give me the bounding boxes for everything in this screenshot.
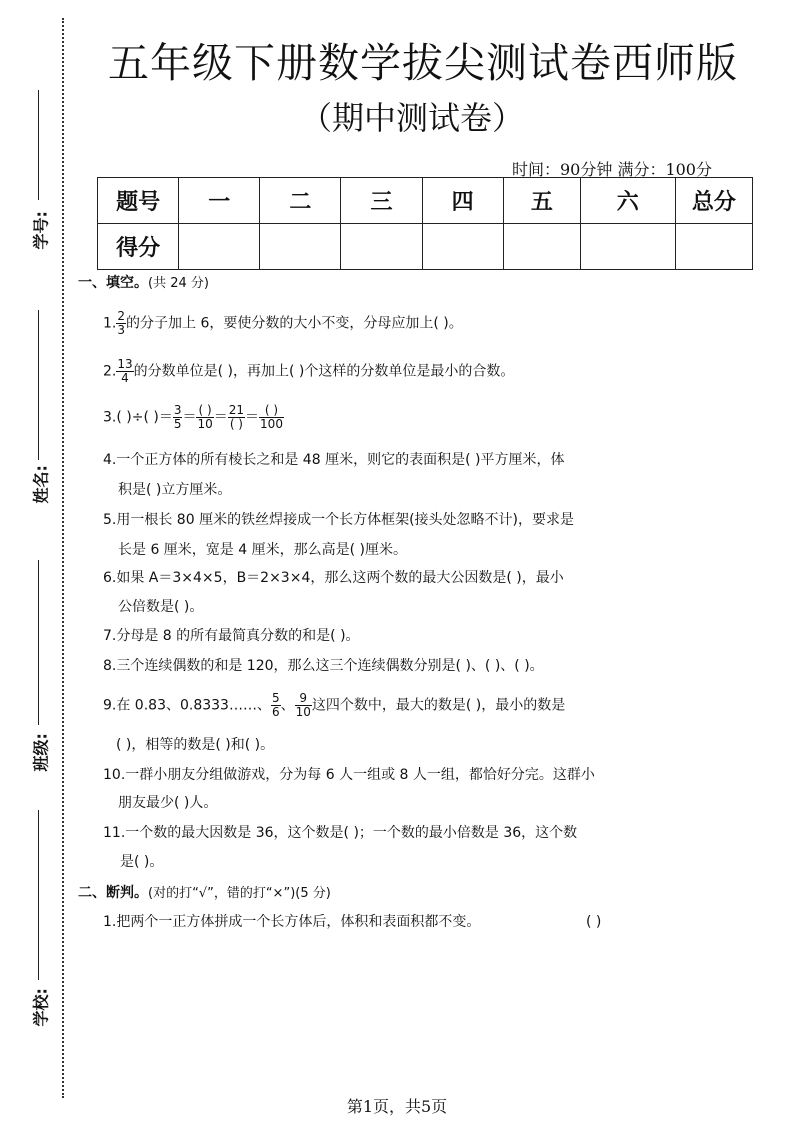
score-table-score-row	[98, 224, 753, 270]
q2-fraction	[116, 358, 133, 385]
frac-denominator: ( )	[229, 417, 243, 431]
binding-margin-line	[62, 18, 64, 1098]
class-field	[20, 560, 60, 780]
judge-question-1: 1.把两个一正方体拼成一个长方体后，体积和表面积都不变。	[103, 914, 481, 930]
equals-sign: ＝	[213, 409, 228, 426]
question-11-line1: 11.一个数的最大因数是 36，这个数是( )；一个数的最小倍数是 36，这个数	[103, 825, 578, 841]
section2-note: (对的打“√”，错的打“×”)(5 分)	[148, 886, 331, 901]
score-cell: 三	[341, 178, 422, 224]
q3-fraction-b	[196, 404, 213, 431]
class-label: 班级:	[31, 733, 51, 772]
score-cell: 总分	[675, 178, 752, 224]
score-table	[97, 177, 753, 270]
frac-denominator: 100	[260, 417, 283, 431]
section2-title: 二、断判。	[78, 885, 148, 901]
question-2	[103, 358, 514, 385]
q1-text: 的分子加上 6，要使分数的大小不变，分母应加上( )。	[126, 315, 463, 332]
score-cell: 六	[580, 178, 675, 224]
score-blank-cell[interactable]	[503, 224, 580, 270]
name-line	[38, 310, 39, 460]
score-blank-cell[interactable]	[179, 224, 260, 270]
frac-denominator: 10	[295, 705, 311, 719]
frac-denominator: 5	[173, 417, 182, 431]
exam-subtitle: （期中测试卷）	[300, 99, 525, 137]
q2-number: 2.	[103, 363, 117, 380]
section1-heading	[78, 272, 209, 292]
question-5-line2: 长是 6 厘米，宽是 4 厘米，那么高是( )厘米。	[118, 542, 407, 558]
frac-numerator: 3	[173, 403, 182, 417]
section1-note: (共 24 分)	[148, 276, 209, 291]
student-id-label: 学号:	[31, 211, 51, 250]
class-line	[38, 560, 39, 725]
exam-title: 五年级下册数学拔尖测试卷西师版	[108, 39, 738, 87]
score-blank-cell[interactable]	[580, 224, 675, 270]
score-blank-cell[interactable]	[260, 224, 341, 270]
school-field	[20, 810, 60, 1030]
question-6-line2: 公倍数是( )。	[118, 599, 204, 615]
q9-separator: 、	[280, 697, 295, 714]
q9-fraction-a	[271, 692, 281, 719]
question-9-line1	[103, 692, 565, 719]
question-1	[103, 310, 463, 337]
score-cell: 题号	[98, 178, 179, 224]
q3-fraction-d	[259, 404, 284, 431]
score-table-header-row	[98, 178, 753, 224]
frac-numerator: ( )	[259, 404, 284, 418]
question-5-line1: 5.用一根长 80 厘米的铁丝焊接成一个长方体框架(接头处忽略不计)，要求是	[103, 512, 574, 528]
name-label: 姓名:	[31, 465, 51, 504]
question-10-line2: 朋友最少( )人。	[118, 795, 218, 811]
section1-title: 一、填空。	[78, 275, 148, 291]
question-11-line2: 是( )。	[120, 854, 164, 870]
frac-denominator: 6	[271, 705, 280, 719]
score-blank-cell[interactable]	[675, 224, 752, 270]
score-blank-cell[interactable]	[422, 224, 503, 270]
score-cell: 四	[422, 178, 503, 224]
question-6-line1: 6.如果 A＝3×4×5，B＝2×3×4，那么这两个数的最大公因数是( )，最小	[103, 570, 564, 586]
page-footer: 第1页，共5页	[346, 1097, 448, 1116]
frac-numerator: 13	[117, 357, 133, 371]
q9-text: 这四个数中，最大的数是( )，最小的数是	[311, 697, 566, 714]
q1-number: 1.	[103, 315, 117, 332]
school-line	[38, 810, 39, 980]
student-id-field	[20, 90, 60, 270]
score-cell: 五	[503, 178, 580, 224]
question-3	[103, 404, 284, 431]
frac-numerator: 9	[295, 692, 312, 706]
frac-denominator: 3	[117, 323, 125, 337]
q9-fraction-b	[295, 692, 312, 719]
frac-denominator: 10	[197, 417, 213, 431]
frac-numerator: ( )	[196, 404, 213, 418]
frac-numerator: 5	[271, 691, 280, 705]
school-label: 学校:	[31, 988, 51, 1027]
q9-lead: 9.在 0.83、0.8333……、	[103, 697, 271, 714]
question-9-line2: ( )，相等的数是( )和( )。	[116, 737, 275, 753]
question-8: 8.三个连续偶数的和是 120，那么这三个连续偶数分别是( )、( )、( )。	[103, 658, 544, 674]
section2-heading	[78, 882, 331, 902]
equals-sign: ＝	[182, 409, 197, 426]
question-7: 7.分母是 8 的所有最简真分数的和是( )。	[103, 628, 360, 644]
q2-text: 的分数单位是( )，再加上( )个这样的分数单位是最小的合数。	[133, 363, 515, 380]
q3-lead: 3.( )÷( )＝	[103, 409, 173, 426]
frac-numerator: 2	[117, 309, 125, 323]
score-cell: 二	[260, 178, 341, 224]
question-4-line1: 4.一个正方体的所有棱长之和是 48 厘米，则它的表面积是( )平方厘米，体	[103, 452, 565, 468]
score-row-label: 得分	[98, 224, 179, 270]
q1-fraction	[116, 310, 126, 337]
student-id-line	[38, 90, 39, 200]
judge-answer-paren[interactable]: ( )	[586, 914, 602, 930]
frac-denominator: 4	[121, 371, 129, 385]
question-4-line2: 积是( )立方厘米。	[118, 482, 232, 498]
time-info: 时间：90分钟 满分：100分	[512, 160, 712, 179]
question-10-line1: 10.一群小朋友分组做游戏，分为每 6 人一组或 8 人一组，都恰好分完。这群小	[103, 767, 595, 783]
equals-sign: ＝	[245, 409, 260, 426]
q3-fraction-c	[228, 404, 245, 431]
name-field	[20, 310, 60, 510]
score-blank-cell[interactable]	[341, 224, 422, 270]
frac-numerator: 21	[228, 403, 245, 417]
score-cell: 一	[179, 178, 260, 224]
